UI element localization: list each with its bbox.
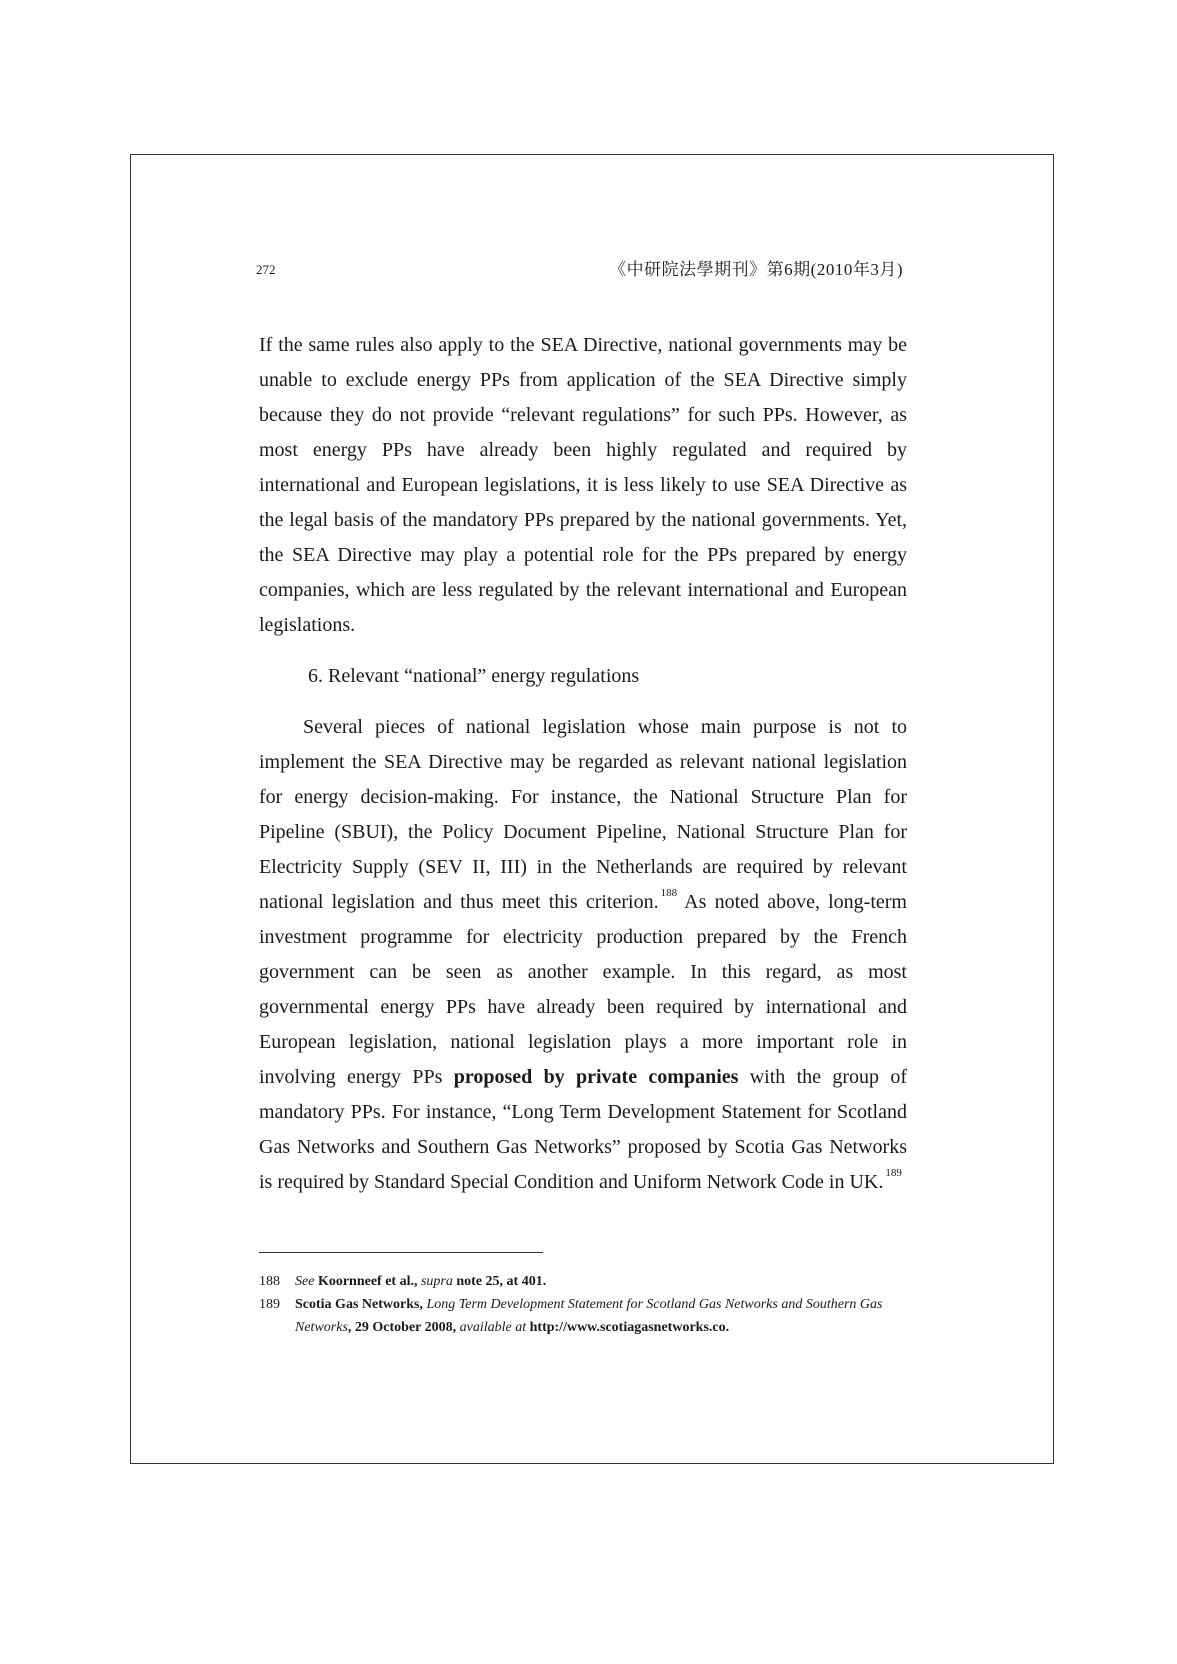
footnote-url[interactable]: http://www.scotiagasnetworks.co. <box>526 1320 730 1335</box>
running-head: 《中研院法學期刊》第6期(2010年3月) <box>609 260 903 279</box>
footnote-title: Long Term Development Statement for Scotland Gas Networks and Southern Gas Networks <box>295 1297 883 1335</box>
paragraph-text <box>259 710 907 1200</box>
footnote-see: See <box>295 1274 315 1289</box>
footnote-number: 189 <box>259 1297 280 1312</box>
footnote-text <box>295 1270 907 1293</box>
page-number: 272 <box>256 262 276 277</box>
footnote-date: , 29 October 2008, <box>347 1320 460 1335</box>
paragraph-text-part-b: As noted above, long-term investment programme for electricity production prepared by the French government can be seen as another example. In this regard, as most governmental energy PPs have already been required by international and European legislation, national legislation plays a more important role in involving energy PPs <box>259 891 907 1088</box>
footnote-authors: Koornneef et al., <box>314 1274 421 1289</box>
footnote-rest: note 25, at 401. <box>452 1274 547 1289</box>
paragraph-text: If the same rules also apply to the SEA Directive, national governments may be unable to exclude energy PPs from application of the SEA Directive simply because they do not provide “relevant regulations” for such PPs. However, as most energy PPs have already been highly regulated and required by international and European legislations, it is less likely to use SEA Directive as the legal basis of the mandatory PPs prepared by the national governments. Yet, the SEA Directive may play a potential role for the PPs prepared by energy companies, which are less regulated by the relevant international and European legislations. <box>259 334 907 636</box>
footnote-separator <box>259 1252 543 1253</box>
footnote-ref-189[interactable]: 189 <box>885 1167 902 1180</box>
paragraph-text-part-a: Several pieces of national legislation whose main purpose is not to implement the SEA Directive may be regarded as relevant national legislation for energy decision-making. For instance, the National Structure Plan for Pipeline (SBUI), the Policy Document Pipeline, National Structure Plan for Electricity Supply (SEV II, III) in the Netherlands are required by relevant national legislation and thus meet this criterion. <box>259 716 907 913</box>
footnote-text <box>295 1293 907 1339</box>
footnote-available: available at <box>459 1320 527 1335</box>
footnote-189 <box>259 1293 907 1339</box>
footnote-supra: supra <box>420 1274 453 1289</box>
section-heading: 6. Relevant “national” energy regulations <box>308 665 640 687</box>
footnotes <box>259 1270 907 1339</box>
footnote-org: Scotia Gas Networks, <box>295 1297 427 1312</box>
footnote-ref-188[interactable]: 188 <box>660 887 678 900</box>
paragraph-text-part-c: with the group of mandatory PPs. For instance, “Long Term Development Statement for Scotland Gas Networks and Southern Gas Networks” proposed by Scotia Gas Networks is required by Standard Special Condition and Uniform Network Code in UK. <box>259 1066 907 1193</box>
bold-phrase: proposed by private companies <box>453 1066 739 1088</box>
body-paragraph-2 <box>259 710 907 1200</box>
body-paragraph-1 <box>259 328 907 643</box>
footnote-number: 188 <box>259 1274 280 1289</box>
footnote-188 <box>259 1270 907 1293</box>
